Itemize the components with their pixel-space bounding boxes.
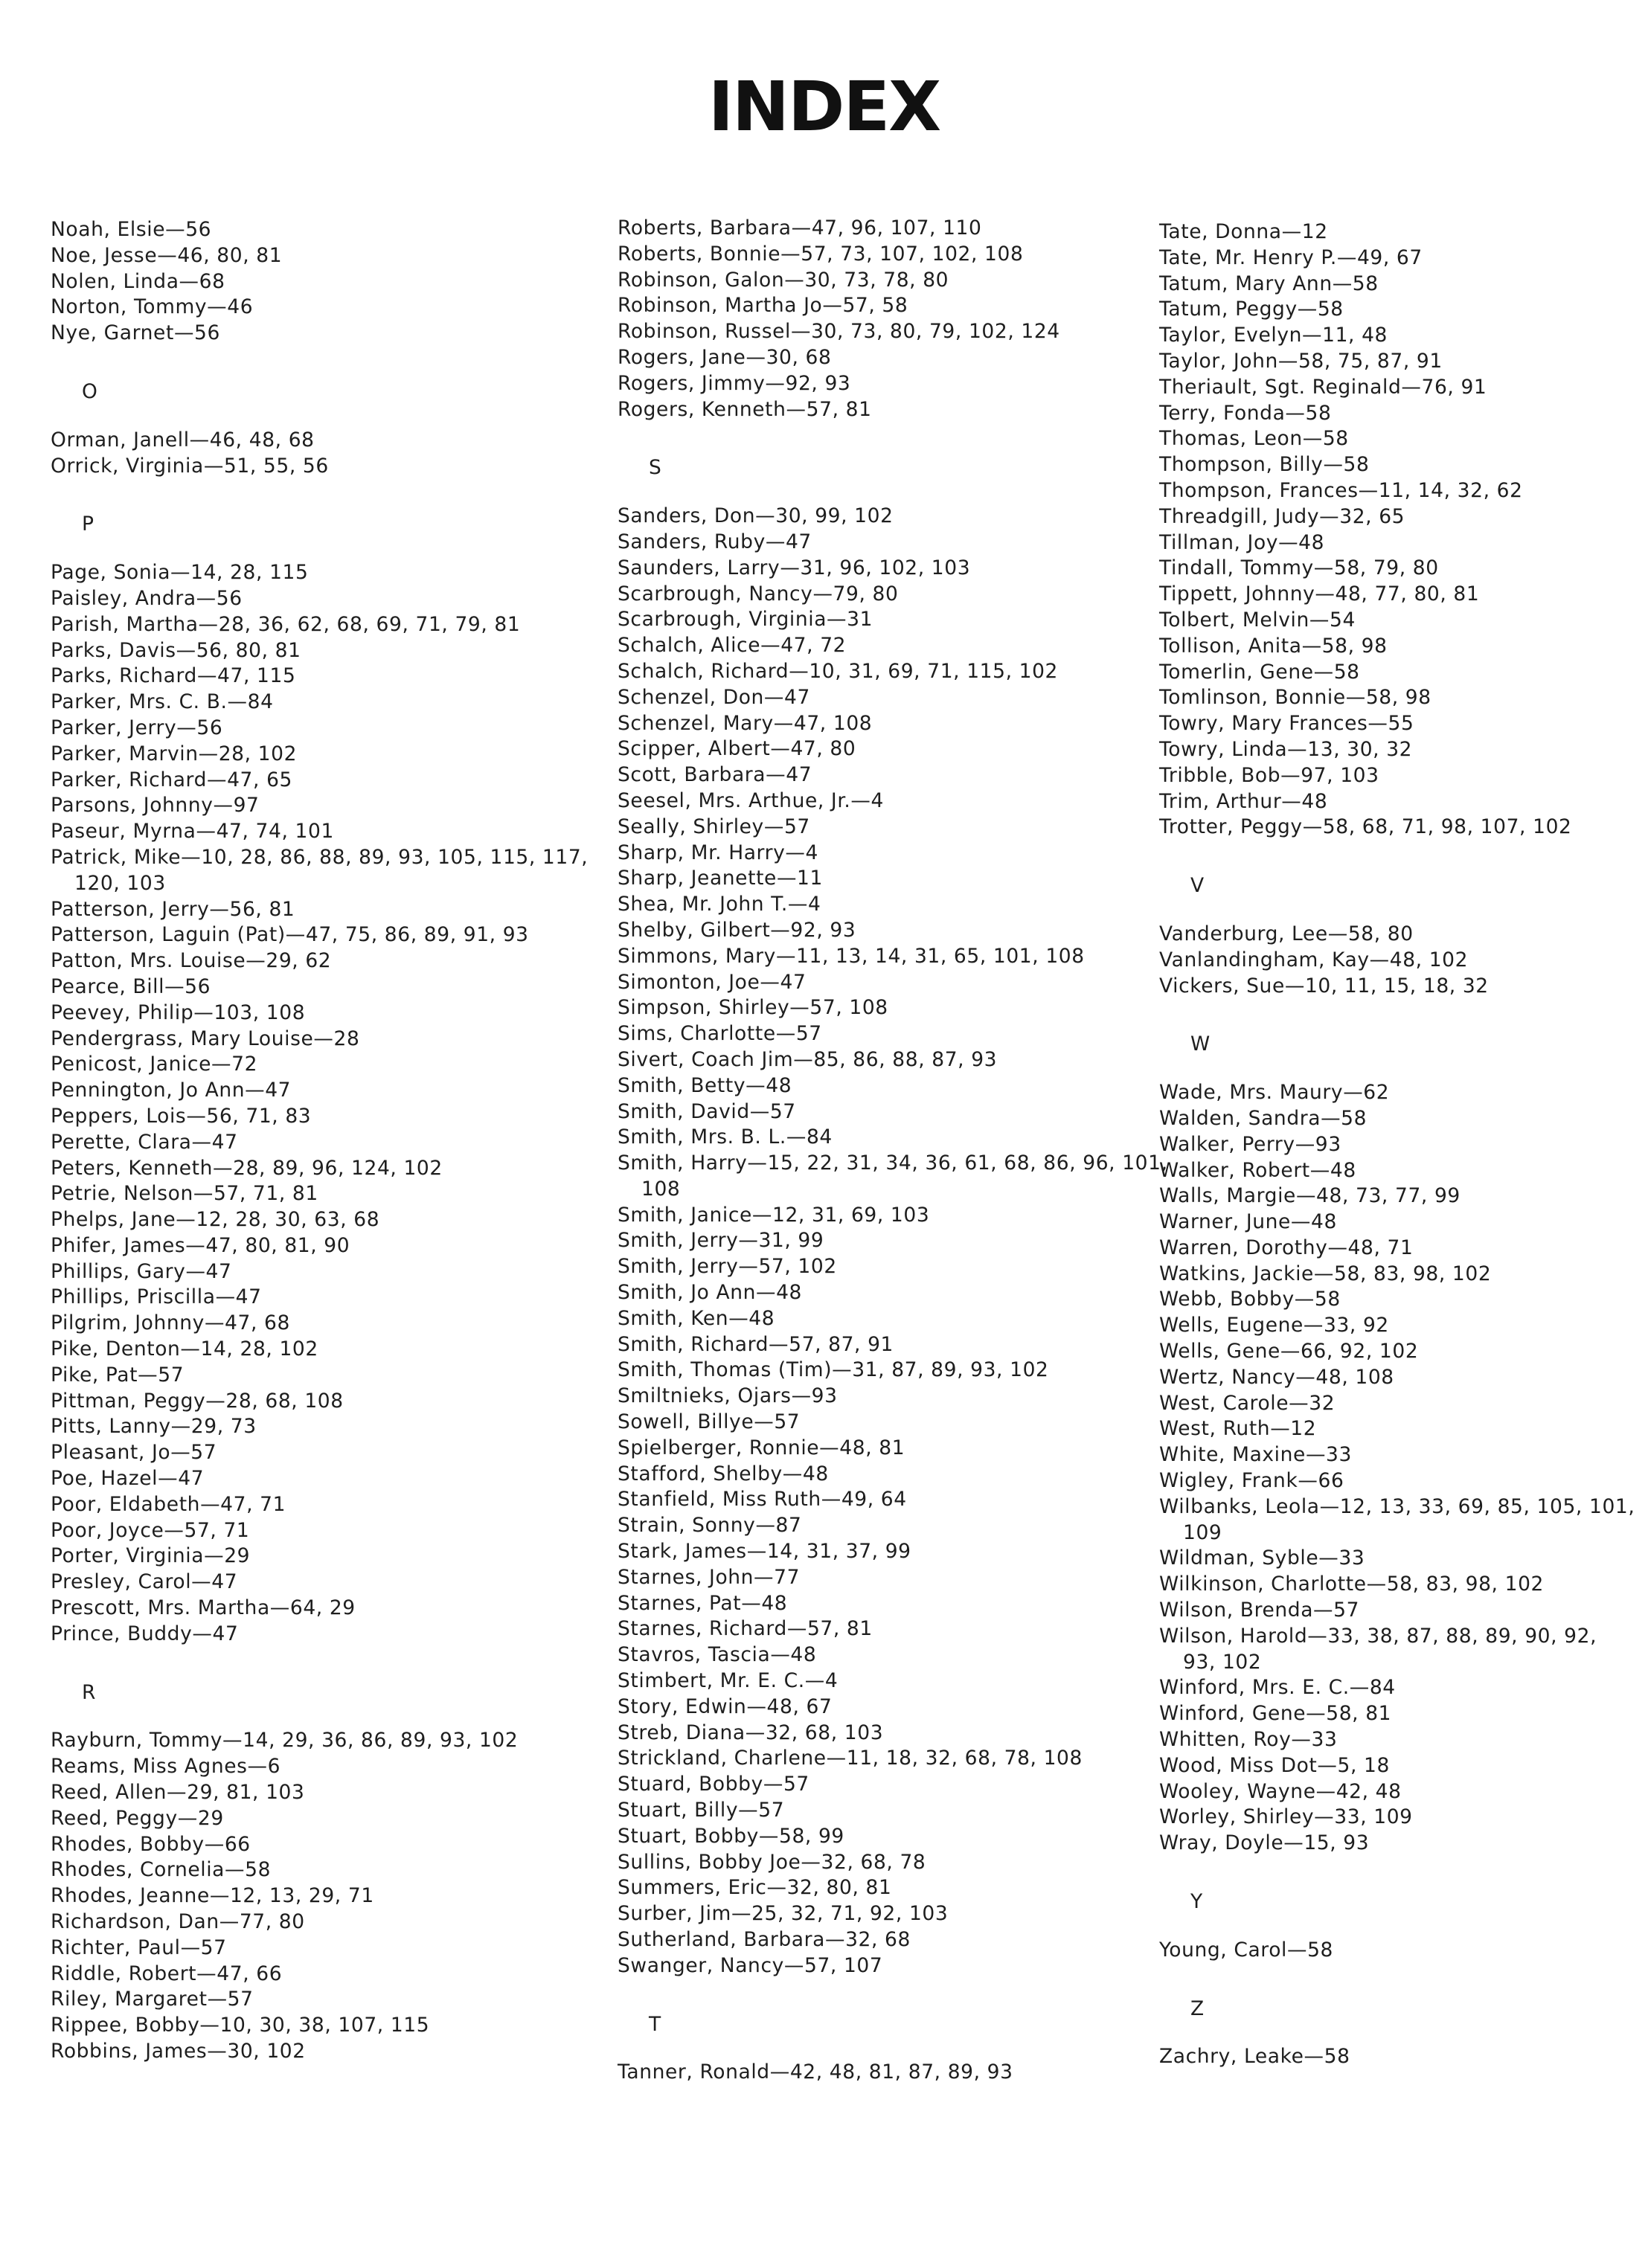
index-entry: Stuart, Bobby—58, 99 (618, 1824, 844, 1848)
index-entry: Winford, Gene—58, 81 (1159, 1702, 1392, 1726)
index-entry: Page, Sonia—14, 28, 115 (51, 561, 309, 585)
index-entry: Rayburn, Tommy—14, 29, 36, 86, 89, 93, 102 (51, 1729, 519, 1753)
index-entry: Shelby, Gilbert—92, 93 (618, 918, 856, 942)
index-entry: Taylor, John—58, 75, 87, 91 (1159, 349, 1443, 373)
index-entry: Rippee, Bobby—10, 30, 38, 107, 115 (51, 2014, 430, 2037)
index-entry: Smith, Betty—48 (618, 1073, 792, 1097)
index-entry: Schenzel, Mary—47, 108 (618, 711, 873, 735)
index-entry: Simmons, Mary—11, 13, 14, 31, 65, 101, 108 (618, 944, 1085, 968)
index-entry: Robinson, Martha Jo—57, 58 (618, 294, 908, 318)
index-entry: Towry, Linda—13, 30, 32 (1159, 737, 1413, 761)
index-entry: Richardson, Dan—77, 80 (51, 1910, 305, 1934)
index-entry: Trim, Arthur—48 (1159, 789, 1328, 813)
index-entry: Tribble, Bob—97, 103 (1159, 763, 1379, 787)
index-entry: Taylor, Evelyn—11, 48 (1159, 324, 1388, 347)
index-entry: Sivert, Coach Jim—85, 86, 88, 87, 93 (618, 1047, 998, 1071)
index-entry: Smith, Ken—48 (618, 1306, 775, 1330)
index-entry: Trotter, Peggy—58, 68, 71, 98, 107, 102 (1159, 815, 1572, 839)
index-entry: Schalch, Richard—10, 31, 69, 71, 115, 102 (618, 659, 1059, 683)
index-entry: Sharp, Jeanette—11 (618, 867, 823, 890)
index-entry: Parker, Richard—47, 65 (51, 768, 292, 791)
index-entry: Patterson, Jerry—56, 81 (51, 897, 295, 921)
index-entry: Saunders, Larry—31, 96, 102, 103 (618, 556, 971, 579)
index-entry: Swanger, Nancy—57, 107 (618, 1953, 883, 1977)
index-entry: Richter, Paul—57 (51, 1935, 227, 1959)
index-entry: Parker, Jerry—56 (51, 716, 223, 739)
index-entry: Young, Carol—58 (1159, 1938, 1333, 1962)
section-letter-z: Z (1190, 1996, 1205, 2020)
index-entry: Peters, Kenneth—28, 89, 96, 124, 102 (51, 1156, 443, 1180)
index-entry: Wells, Gene—66, 92, 102 (1159, 1340, 1419, 1363)
index-entry: Sullins, Bobby Joe—32, 68, 78 (618, 1850, 926, 1874)
index-entry: Rogers, Jimmy—92, 93 (618, 371, 851, 395)
index-entry: Patton, Mrs. Louise—29, 62 (51, 949, 332, 973)
index-entry: Sims, Charlotte—57 (618, 1022, 822, 1046)
index-entry: Tindall, Tommy—58, 79, 80 (1159, 556, 1439, 580)
index-entry: Phillips, Priscilla—47 (51, 1285, 262, 1309)
index-entry: Parker, Mrs. C. B.—84 (51, 690, 274, 714)
index-entry: Riddle, Robert—47, 66 (51, 1962, 283, 1985)
index-entry: Nye, Garnet—56 (51, 321, 220, 345)
index-entry: Pendergrass, Mary Louise—28 (51, 1027, 360, 1050)
index-entry: West, Carole—32 (1159, 1391, 1336, 1415)
index-entry: Theriault, Sgt. Reginald—76, 91 (1159, 375, 1487, 399)
index-entry: Tate, Mr. Henry P.—49, 67 (1159, 245, 1423, 269)
index-entry: Worley, Shirley—33, 109 (1159, 1805, 1413, 1829)
index-entry: Stuard, Bobby—57 (618, 1773, 809, 1796)
section-letter-o: O (82, 379, 98, 403)
index-entry: Prince, Buddy—47 (51, 1622, 239, 1645)
index-entry: Terry, Fonda—58 (1159, 401, 1332, 425)
index-entry: Sutherland, Barbara—32, 68 (618, 1928, 911, 1951)
index-entry: Smith, Jerry—31, 99 (618, 1229, 824, 1253)
section-letter-v: V (1190, 874, 1205, 898)
index-entry: Parker, Marvin—28, 102 (51, 742, 298, 765)
index-entry: Smith, Jerry—57, 102 (618, 1255, 837, 1279)
index-entry: Pike, Pat—57 (51, 1363, 185, 1387)
index-entry: Schalch, Alice—47, 72 (618, 634, 847, 658)
index-entry: Poor, Eldabeth—47, 71 (51, 1492, 286, 1516)
index-entry: Parsons, Johnny—97 (51, 794, 260, 817)
index-entry: Summers, Eric—32, 80, 81 (618, 1876, 892, 1900)
index-entry: Sharp, Mr. Harry—4 (618, 841, 818, 864)
index-entry: Starnes, Pat—48 (618, 1591, 788, 1615)
index-column-right (1159, 219, 1635, 2070)
index-entry: Shea, Mr. John T.—4 (618, 893, 821, 916)
index-entry: Threadgill, Judy—32, 65 (1159, 504, 1405, 528)
index-entry: Stuart, Billy—57 (618, 1799, 785, 1822)
index-entry: Phifer, James—47, 80, 81, 90 (51, 1233, 350, 1257)
index-entry: Wade, Mrs. Maury—62 (1159, 1081, 1390, 1105)
index-entry: Warner, June—48 (1159, 1210, 1337, 1234)
index-entry: Smith, Thomas (Tim)—31, 87, 89, 93, 102 (618, 1358, 1049, 1382)
index-entry: Tillman, Joy—48 (1159, 530, 1325, 554)
index-entry: Noe, Jesse—46, 80, 81 (51, 243, 283, 267)
index-entry: Rogers, Jane—30, 68 (618, 345, 832, 369)
index-entry: Smith, Mrs. B. L.—84 (618, 1125, 833, 1149)
index-entry: Wilson, Brenda—57 (1159, 1599, 1360, 1622)
index-entry: Patterson, Laguin (Pat)—47, 75, 86, 89, 91, 93 (51, 923, 529, 947)
index-entry: Whitten, Roy—33 (1159, 1728, 1338, 1752)
index-entry: Walden, Sandra—58 (1159, 1106, 1368, 1130)
index-entry: Tomerlin, Gene—58 (1159, 660, 1360, 684)
index-entry: Smiltnieks, Ojars—93 (618, 1384, 838, 1408)
index-entry: Poor, Joyce—57, 71 (51, 1518, 250, 1542)
section-letter-y: Y (1190, 1890, 1203, 1914)
index-entry: Seally, Shirley—57 (618, 815, 810, 838)
index-entry: White, Maxine—33 (1159, 1443, 1352, 1467)
section-letter-r: R (82, 1680, 97, 1704)
index-entry: Paisley, Andra—56 (51, 586, 243, 610)
index-entry: Vanderburg, Lee—58, 80 (1159, 922, 1414, 945)
index-entry: Vanlandingham, Kay—48, 102 (1159, 948, 1469, 971)
index-entry: Norton, Tommy—46 (51, 295, 254, 319)
index-entry: Parish, Martha—28, 36, 62, 68, 69, 71, 79, 81 (51, 612, 521, 636)
index-entry: Stark, James—14, 31, 37, 99 (618, 1540, 911, 1564)
index-entry: Scipper, Albert—47, 80 (618, 737, 856, 761)
index-entry: Webb, Bobby—58 (1159, 1288, 1341, 1311)
index-entry: Stimbert, Mr. E. C.—4 (618, 1669, 839, 1693)
index-entry: Stanfield, Miss Ruth—49, 64 (618, 1488, 907, 1512)
index-entry: Prescott, Mrs. Martha—64, 29 (51, 1596, 356, 1620)
index-entry: Wildman, Syble—33 (1159, 1546, 1365, 1570)
index-entry: Reed, Peggy—29 (51, 1806, 224, 1830)
index-entry: Roberts, Bonnie—57, 73, 107, 102, 108 (618, 242, 1024, 266)
index-entry: Starnes, John—77 (618, 1565, 801, 1589)
index-entry: Surber, Jim—25, 32, 71, 92, 103 (618, 1902, 949, 1926)
index-entry: Simpson, Shirley—57, 108 (618, 996, 888, 1020)
index-entry: Stavros, Tascia—48 (618, 1643, 817, 1667)
index-entry: Tolbert, Melvin—54 (1159, 608, 1356, 632)
index-entry: Tatum, Peggy—58 (1159, 298, 1344, 321)
index-entry: Scott, Barbara—47 (618, 763, 812, 787)
section-letter-s: S (649, 456, 662, 480)
index-entry: Porter, Virginia—29 (51, 1544, 251, 1568)
index-entry: Tanner, Ronald—42, 48, 81, 87, 89, 93 (618, 2060, 1013, 2084)
index-entry: Phillips, Gary—47 (51, 1259, 232, 1283)
index-entry: Smith, Janice—12, 31, 69, 103 (618, 1203, 930, 1227)
index-entry: Wray, Doyle—15, 93 (1159, 1831, 1370, 1855)
index-entry: Smith, Jo Ann—48 (618, 1281, 803, 1305)
index-entry: Scarbrough, Virginia—31 (618, 608, 873, 632)
index-entry: Wilkinson, Charlotte—58, 83, 98, 102 (1159, 1572, 1544, 1596)
index-entry: Pitts, Lanny—29, 73 (51, 1415, 257, 1439)
index-entry: Tippett, Johnny—48, 77, 80, 81 (1159, 582, 1480, 606)
index-entry: Warren, Dorothy—48, 71 (1159, 1236, 1414, 1259)
index-entry: Streb, Diana—32, 68, 103 (618, 1721, 884, 1744)
index-entry: Pearce, Bill—56 (51, 974, 211, 998)
index-entry: Riley, Margaret—57 (51, 1988, 254, 2011)
index-entry: Sanders, Ruby—47 (618, 530, 812, 553)
index-entry: Orman, Janell—46, 48, 68 (51, 428, 315, 452)
index-entry: Tatum, Mary Ann—58 (1159, 272, 1379, 295)
index-entry: Simonton, Joe—47 (618, 970, 807, 994)
index-entry: Scarbrough, Nancy—79, 80 (618, 582, 899, 605)
index-entry: Wilson, Harold—33, 38, 87, 88, 89, 90, 92, 93, 102 (1159, 1624, 1597, 1674)
index-entry: Walker, Perry—93 (1159, 1132, 1341, 1156)
index-entry: Perette, Clara—47 (51, 1130, 238, 1154)
index-entry: Smith, David—57 (618, 1099, 796, 1123)
index-entry: Tomlinson, Bonnie—58, 98 (1159, 686, 1431, 710)
index-entry: Wood, Miss Dot—5, 18 (1159, 1753, 1390, 1777)
index-entry: Robinson, Russel—30, 73, 80, 79, 102, 124 (618, 320, 1060, 344)
index-entry: Paseur, Myrna—47, 74, 101 (51, 820, 334, 844)
index-entry: Walls, Margie—48, 73, 77, 99 (1159, 1184, 1461, 1208)
index-entry: Noah, Elsie—56 (51, 218, 212, 241)
index-entry: Winford, Mrs. E. C.—84 (1159, 1676, 1396, 1700)
index-entry: Tate, Donna—12 (1159, 220, 1328, 243)
index-entry: Stafford, Shelby—48 (618, 1462, 829, 1485)
index-entry: Reams, Miss Agnes—6 (51, 1755, 281, 1779)
index-entry: West, Ruth—12 (1159, 1417, 1317, 1441)
index-entry: Sowell, Billye—57 (618, 1410, 801, 1434)
index-entry: Rogers, Kenneth—57, 81 (618, 397, 872, 421)
index-entry: Thompson, Billy—58 (1159, 453, 1370, 477)
index-entry: Petrie, Nelson—57, 71, 81 (51, 1182, 318, 1206)
index-entry: Strickland, Charlene—11, 18, 32, 68, 78, 108 (618, 1747, 1083, 1770)
index-entry: Parks, Richard—47, 115 (51, 664, 296, 688)
index-entry: Penicost, Janice—72 (51, 1053, 258, 1076)
index-entry: Walker, Robert—48 (1159, 1158, 1356, 1182)
index-entry: Thomas, Leon—58 (1159, 427, 1349, 451)
index-entry: Wertz, Nancy—48, 108 (1159, 1365, 1394, 1389)
index-column-middle (618, 216, 1168, 2086)
index-entry: Spielberger, Ronnie—48, 81 (618, 1436, 905, 1459)
index-entry: Roberts, Barbara—47, 96, 107, 110 (618, 216, 982, 240)
index-entry: Poe, Hazel—47 (51, 1467, 205, 1491)
index-entry: Parks, Davis—56, 80, 81 (51, 638, 301, 662)
index-entry: Wooley, Wayne—42, 48 (1159, 1779, 1402, 1803)
index-entry: Thompson, Frances—11, 14, 32, 62 (1159, 478, 1523, 502)
index-entry: Nolen, Linda—68 (51, 269, 225, 293)
index-entry: Pleasant, Jo—57 (51, 1441, 217, 1465)
index-entry: Wilbanks, Leola—12, 13, 33, 69, 85, 105, 101, 109 (1159, 1494, 1635, 1544)
index-entry: Wells, Eugene—33, 92 (1159, 1314, 1389, 1337)
index-entry: Sanders, Don—30, 99, 102 (618, 504, 894, 528)
index-entry: Smith, Richard—57, 87, 91 (618, 1332, 894, 1356)
index-entry: Smith, Harry—15, 22, 31, 34, 36, 61, 68, 86, 96, 101, 108 (618, 1151, 1168, 1201)
index-column-left (51, 217, 594, 2065)
index-entry: Strain, Sonny—87 (618, 1514, 802, 1538)
index-entry: Pennington, Jo Ann—47 (51, 1079, 292, 1102)
index-entry: Phelps, Jane—12, 28, 30, 63, 68 (51, 1208, 380, 1232)
index-entry: Reed, Allen—29, 81, 103 (51, 1781, 305, 1805)
index-entry: Towry, Mary Frances—55 (1159, 712, 1414, 736)
index-entry: Story, Edwin—48, 67 (618, 1694, 833, 1718)
section-letter-t: T (649, 2012, 661, 2036)
index-entry: Rhodes, Cornelia—58 (51, 1858, 272, 1882)
index-entry: Peppers, Lois—56, 71, 83 (51, 1104, 312, 1128)
index-entry: Pittman, Peggy—28, 68, 108 (51, 1389, 344, 1413)
index-entry: Starnes, Richard—57, 81 (618, 1617, 873, 1641)
index-entry: Peevey, Philip—103, 108 (51, 1000, 306, 1024)
index-entry: Pilgrim, Johnny—47, 68 (51, 1311, 290, 1335)
index-entry: Robinson, Galon—30, 73, 78, 80 (618, 268, 949, 292)
section-letter-w: W (1190, 1032, 1211, 1056)
index-entry: Rhodes, Bobby—66 (51, 1832, 251, 1856)
index-entry: Tollison, Anita—58, 98 (1159, 634, 1388, 658)
index-entry: Pike, Denton—14, 28, 102 (51, 1337, 318, 1361)
page-title: INDEX (708, 67, 940, 147)
index-entry: Seesel, Mrs. Arthue, Jr.—4 (618, 788, 884, 812)
index-entry: Patrick, Mike—10, 28, 86, 88, 89, 93, 105, 115, 117, 120, 103 (51, 845, 589, 895)
index-entry: Rhodes, Jeanne—12, 13, 29, 71 (51, 1884, 374, 1908)
index-entry: Robbins, James—30, 102 (51, 2040, 306, 2063)
index-entry: Watkins, Jackie—58, 83, 98, 102 (1159, 1262, 1492, 1285)
index-entry: Zachry, Leake—58 (1159, 2045, 1350, 2069)
index-entry: Wigley, Frank—66 (1159, 1469, 1344, 1493)
index-entry: Presley, Carol—47 (51, 1570, 238, 1594)
section-letter-p: P (82, 513, 94, 536)
index-entry: Vickers, Sue—10, 11, 15, 18, 32 (1159, 974, 1489, 998)
index-entry: Schenzel, Don—47 (618, 685, 810, 709)
index-entry: Orrick, Virginia—51, 55, 56 (51, 454, 329, 478)
